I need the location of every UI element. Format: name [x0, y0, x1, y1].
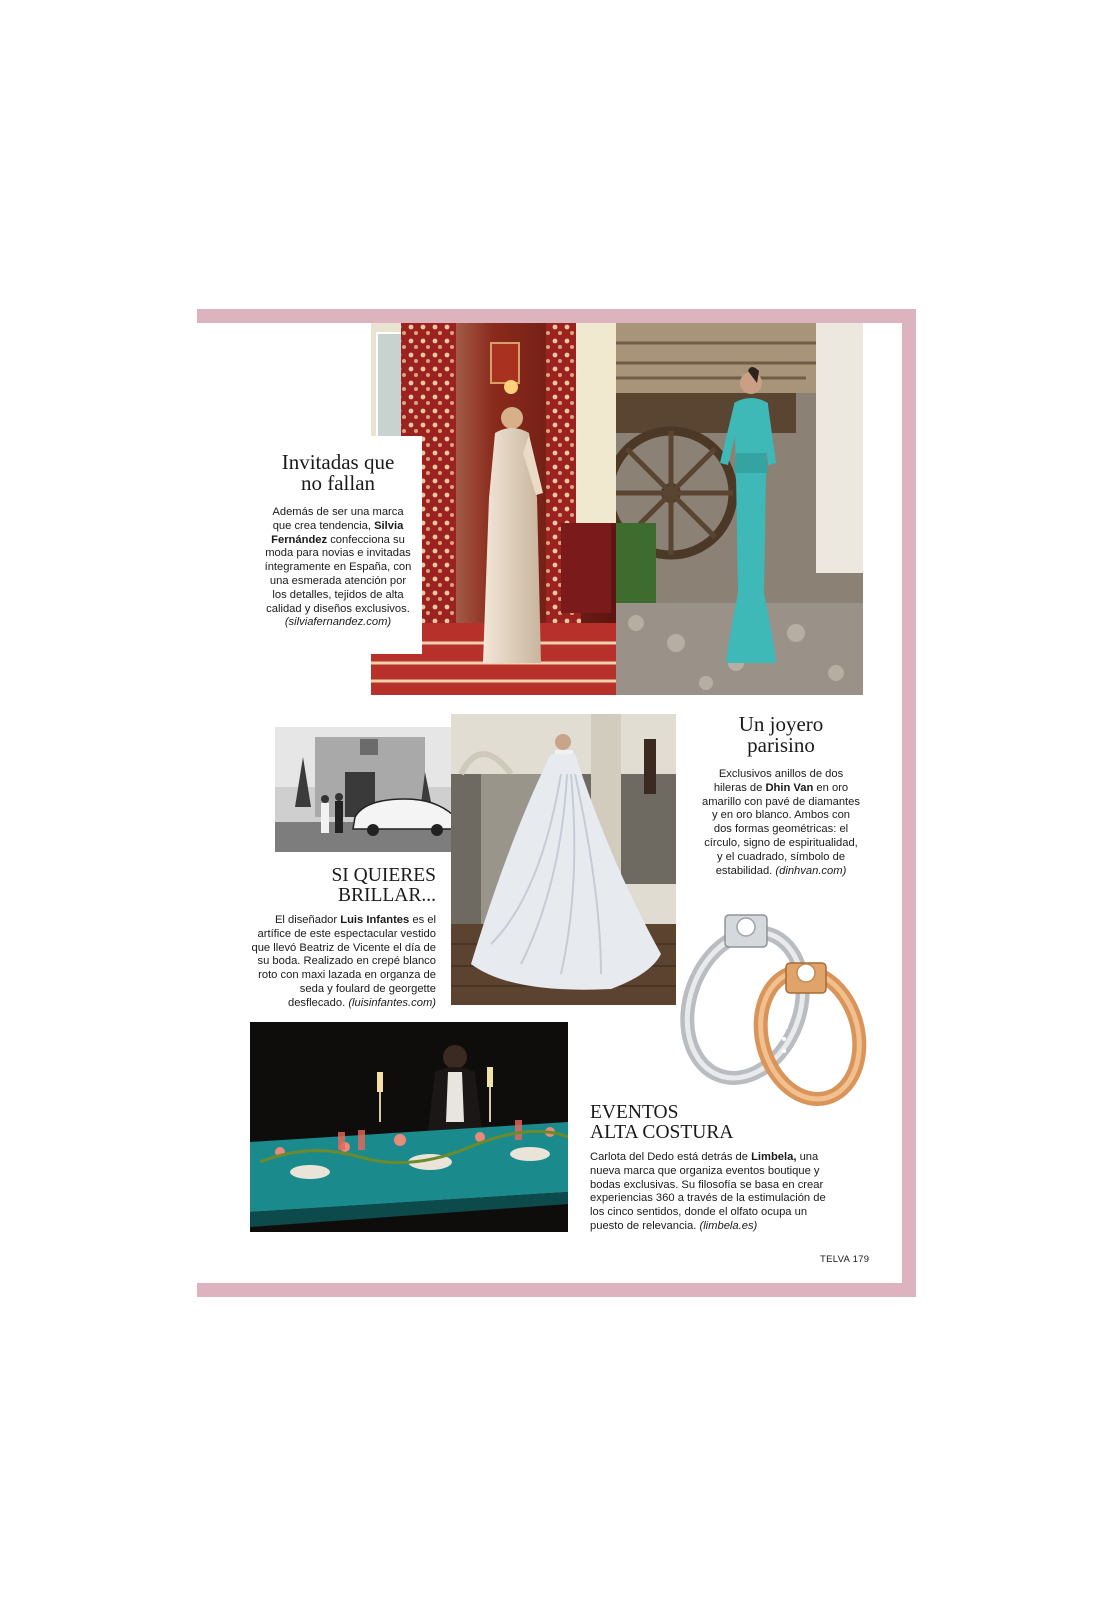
brillar-text-before: El diseñador: [274, 914, 341, 926]
invitadas-brand: Silvia Fernández: [271, 519, 404, 546]
frame-top-bar: [197, 309, 916, 323]
brillar-title-line1: SI QUIERES: [331, 865, 436, 886]
brillar-title-line2: BRILLAR...: [337, 884, 436, 906]
eventos-text-before: Carlota del Dedo está detrás de: [590, 1151, 752, 1163]
eventos-brand: Limbela,: [751, 1151, 797, 1163]
joyero-text-before: Exclusivos anillos de dos hileras de: [713, 768, 844, 794]
folio-magazine: TELVA: [820, 1254, 850, 1265]
eventos-panel: [590, 1103, 836, 1231]
invitadas-title: [254, 436, 422, 494]
joyero-panel: [702, 714, 860, 890]
eventos-text-after: una nueva marca que organiza eventos boutique y bodas exclusivas. Su filosofía se basa en crear experiencias 360 a través de la estimulación de los cinco sentidos, donde el olfato ocupa un puesto de relevancia.: [590, 1151, 826, 1232]
joyero-brand: Dhin Van: [765, 781, 814, 794]
couple-car-photo: [273, 725, 465, 854]
invitadas-text-before: Además de ser una marca que crea tendencia,: [272, 506, 404, 532]
brillar-panel: [246, 865, 436, 1009]
bridal-cape-photo: [451, 714, 676, 1005]
invitadas-source: (silviafernandez.com): [284, 616, 392, 629]
frame-bottom-bar: [197, 1283, 916, 1297]
eventos-title: [590, 1103, 836, 1142]
brillar-title: [246, 866, 436, 905]
joyero-text-after: en oro amarillo con pavé de diamantes y en oro blanco. Ambos con dos formas geométricas: el círculo, signo de espiritualidad, y el cuadrado, símbolo de estabilidad.: [702, 781, 860, 877]
invitadas-title-line1: Invitadas que: [281, 450, 395, 474]
event-table-photo: [250, 1022, 568, 1232]
invitadas-body: [254, 506, 422, 630]
folio-page-number: 179: [852, 1254, 870, 1265]
eventos-title-line1: EVENTOS: [590, 1102, 679, 1123]
joyero-body: [702, 768, 860, 878]
brillar-text-after: es el artífice de este espectacular vestido que llevó Beatriz de Vicente el día de su boda. Realizado en crepé blanco roto con maxi lazada en organza de seda y foulard de georgette desflecado.: [251, 914, 436, 1009]
invitadas-panel: [254, 436, 422, 654]
invitadas-title-line2: no fallan: [300, 471, 376, 495]
joyero-title-line2: parisino: [747, 733, 815, 757]
brillar-body: [246, 914, 436, 1011]
invitadas-text-after: confecciona su moda para novias e invitadas íntegramente en España, con una esmerada atención por los detalles, tejidos de alta calidad y diseños exclusivos.: [264, 533, 412, 615]
joyero-source: (dinhvan.com): [775, 864, 847, 877]
brillar-brand: Luis Infantes: [340, 914, 410, 926]
frame-right-bar: [902, 309, 916, 1297]
eventos-title-line2: ALTA COSTURA: [590, 1121, 734, 1143]
eventos-body: [590, 1151, 836, 1234]
page-folio: [820, 1254, 869, 1265]
joyero-title-line1: Un joyero: [738, 712, 824, 736]
eventos-source: (limbela.es): [699, 1219, 758, 1232]
rings-photo: [680, 905, 880, 1110]
joyero-title: [702, 714, 860, 756]
turquoise-dress-photo: [616, 323, 863, 695]
brillar-source: (luisinfantes.com): [348, 996, 436, 1009]
